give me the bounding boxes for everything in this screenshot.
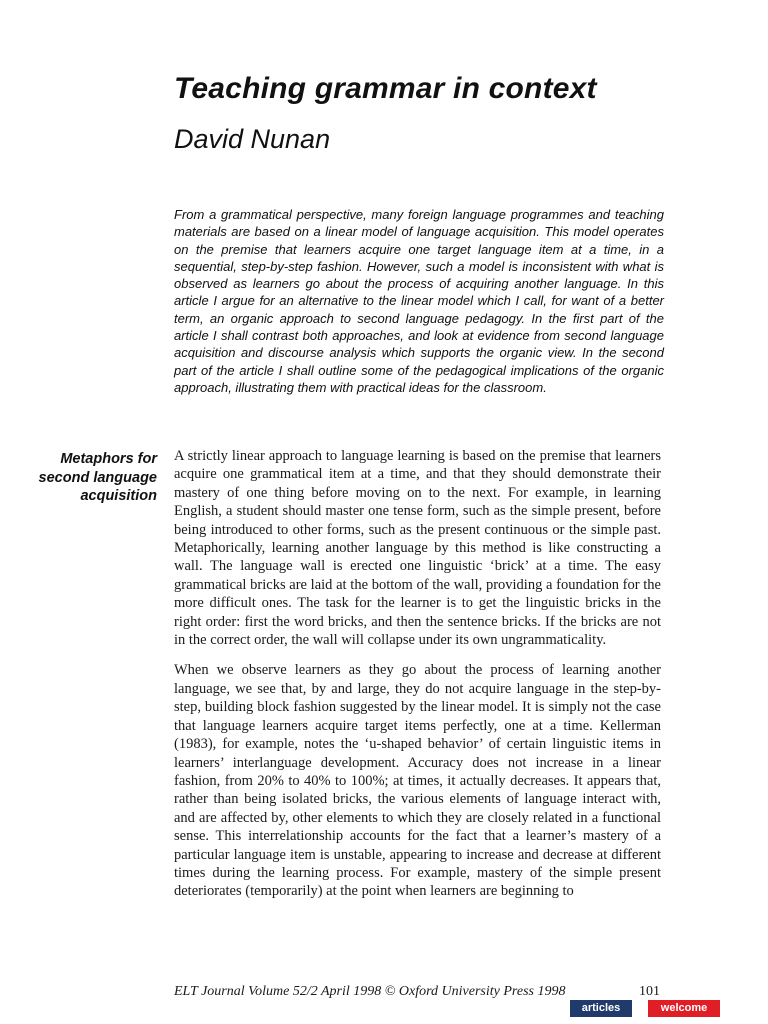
article-author: David Nunan	[174, 124, 331, 154]
journal-citation: ELT Journal Volume 52/2 April 1998 © Oxford University Press 1998	[174, 984, 566, 999]
page-number: 101	[639, 984, 660, 999]
articles-button[interactable]: articles	[570, 1000, 632, 1017]
article-body	[174, 447, 661, 913]
body-paragraph: A strictly linear approach to language learning is based on the premise that learners acquire one grammatical item at a time, and that they should demonstrate their mastery of one thing before moving on to the next. For example, in learning English, a student should master one tense form, such as the simple present, before being introduced to other forms, such as the present continuous or the simple past. Metaphorically, learning another language by this method is like constructing a wall. The language wall is erected one linguistic ‘brick’ at a time. The easy grammatical bricks are laid at the bottom of the wall, providing a foundation for the more difficult ones. The task for the learner is to get the linguistic bricks in the right order: first the word bricks, and then the sentence bricks. If the bricks are not in the correct order, the wall will collapse under its own ungrammaticality.	[174, 448, 661, 649]
body-paragraph: When we observe learners as they go about the process of learning another language, we see that, by and large, they do not acquire language in the step-by-step, building block fashion suggested by the linear model. It is simply not the case that language learners acquire target items perfectly, one at a time. Kellerman (1983), for example, notes the ‘u-shaped behavior’ of certain linguistic items in learners’ interlanguage development. Accuracy does not increase in a linear fashion, from 20% to 40% to 100%; at times, it actually decreases. It appears that, rather than being isolated bricks, the various elements of language interact with, and are affected by, other elements to which they are closely related in a functional sense. This interrelationship accounts for the fact that a learner’s mastery of a particular language item is unstable, appearing to increase and decrease at different times during the learning process. For example, mastery of the simple present deteriorates (temporarily) at the point when learners are beginning to	[174, 662, 661, 900]
article-title: Teaching grammar in context	[174, 72, 597, 105]
section-heading-line: second language	[38, 469, 157, 486]
section-heading-line: acquisition	[80, 488, 157, 504]
section-heading	[0, 450, 157, 506]
welcome-button[interactable]: welcome	[648, 1000, 720, 1017]
article-abstract: From a grammatical perspective, many foreign language programmes and teaching materials are based on a linear model of language acquisition. This model operates on the premise that learners acquire one target language item at a time, in a sequential, step-by-step fashion. However, such a model is inconsistent with what is observed as learners go about the process of acquiring another language. In this article I argue for an alternative to the linear model which I call, for want of a better term, an organic approach to second language pedagogy. In the first part of the article I shall contrast both approaches, and look at evidence from second language acquisition and discourse analysis which supports the organic view. In the second part of the article I shall outline some of the pedagogical implications of the organic approach, illustrating them with practical ideas for the classroom.	[174, 207, 664, 395]
section-heading-line: Metaphors for	[60, 451, 157, 467]
page-footer	[174, 984, 660, 1000]
